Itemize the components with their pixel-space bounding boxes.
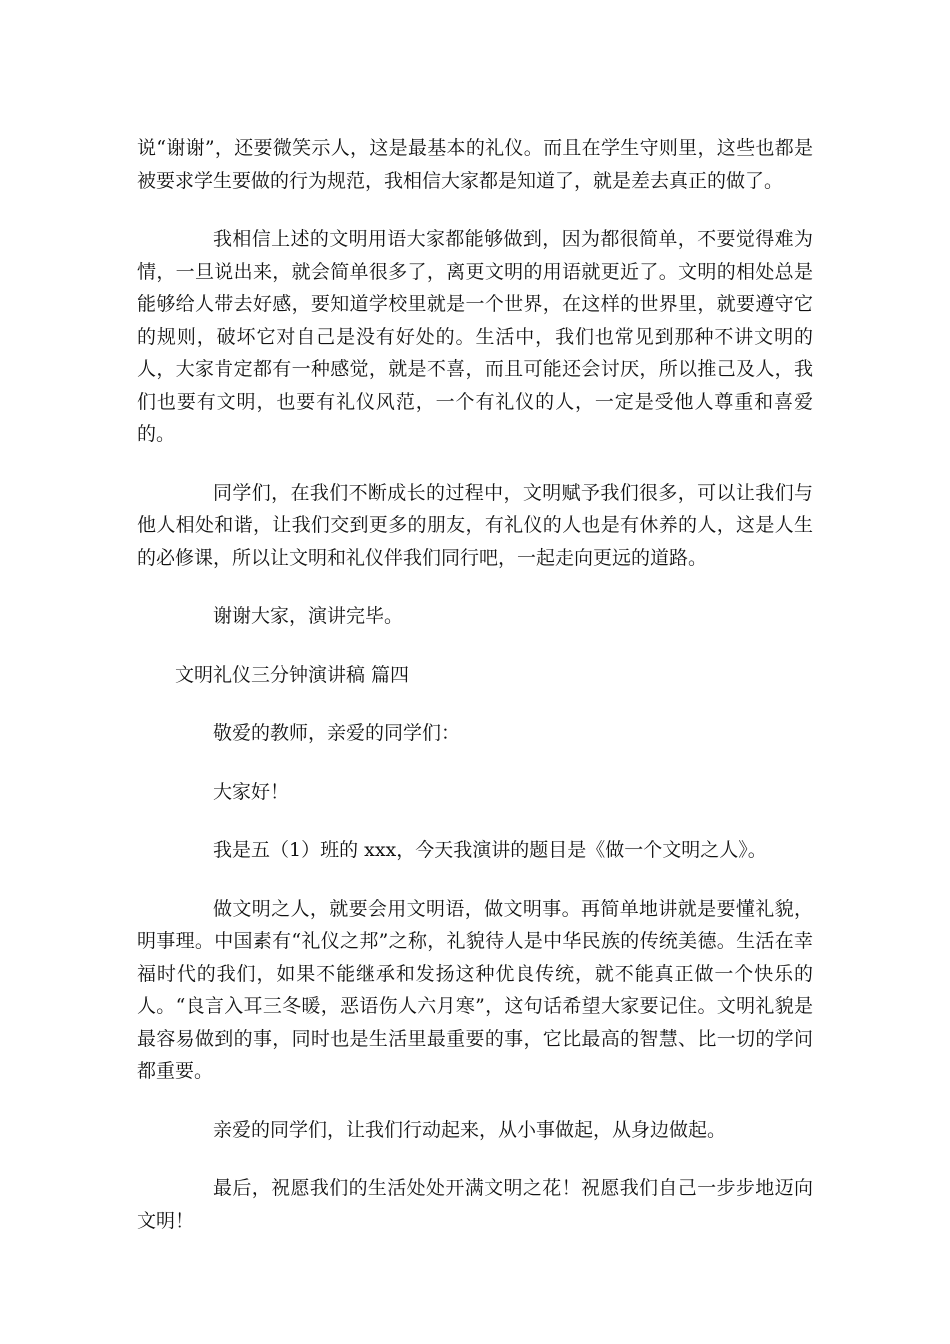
paragraph-civil-person: 做文明之人，就要会用文明语，做文明事。再简单地讲就是要懂礼貌，明事理。中国素有“礼仪之邦”之称，礼貌待人是中华民族的传统美德。生活在幸福时代的我们，如果不能继承和发扬这种优良传统，就不能真正做一个快乐的人。“良言入耳三冬暖，恶语伤人六月寒”，这句话希望大家要记住。文明礼貌是最容易做到的事，同时也是生活里最重要的事，它比最高的智慧、比一切的学问都重要。	[137, 897, 813, 1082]
paragraph-thanks: 谢谢大家，演讲完毕。	[213, 605, 404, 627]
paragraph-salutation: 敬爱的教师，亲爱的同学们：	[213, 722, 461, 744]
paragraph-continuation: 说“谢谢”，还要微笑示人，这是最基本的礼仪。而且在学生守则里，这些也都是被要求学生要做的行为规范，我相信大家都是知道了，就是差去真正的做了。	[137, 137, 813, 192]
document-page	[137, 132, 813, 1263]
paragraph-civil-language: 我相信上述的文明用语大家都能够做到，因为都很简单，不要觉得难为情，一旦说出来，就会简单很多了，离更文明的用语就更近了。文明的相处总是能够给人带去好感，要知道学校里就是一个世界，在这样的世界里，就要遵守它的规则，破坏它对自己是没有好处的。生活中，我们也常见到那种不讲文明的人，大家肯定都有一种感觉，就是不喜，而且可能还会讨厌，所以推己及人，我们也要有文明，也要有礼仪风范，一个有礼仪的人，一定是受他人尊重和喜爱的。	[137, 228, 813, 445]
paragraph-call-to-action: 亲爱的同学们，让我们行动起来，从小事做起，从身边做起。	[213, 1118, 727, 1141]
paragraph-greeting: 大家好！	[213, 780, 290, 803]
paragraph-growth: 同学们，在我们不断成长的过程中，文明赋予我们很多，可以让我们与他人相处和谐，让我们交到更多的朋友，有礼仪的人也是有休养的人，这是人生的必修课，所以让文明和礼仪伴我们同行吧，一起走向更远的道路。	[137, 481, 813, 569]
section-heading: 文明礼仪三分钟演讲稿 篇四	[175, 663, 410, 686]
paragraph-introduction: 我是五（1）班的 xxx，今天我演讲的题目是《做一个文明之人》。	[213, 839, 767, 861]
paragraph-closing-wish: 最后，祝愿我们的生活处处开满文明之花！祝愿我们自己一步步地迈向文明！	[137, 1177, 813, 1232]
